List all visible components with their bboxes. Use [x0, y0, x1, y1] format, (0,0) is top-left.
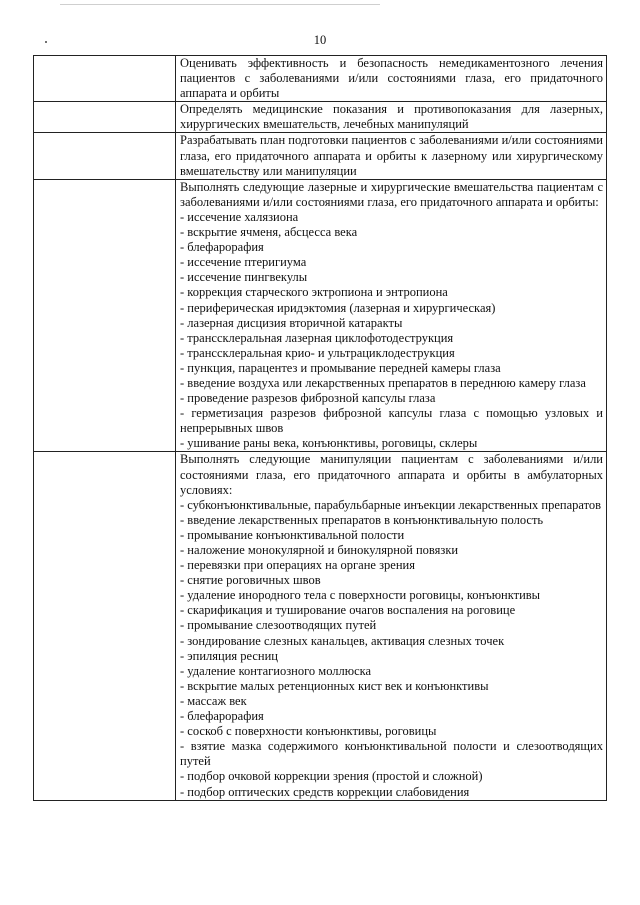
list-item: - транссклеральная лазерная циклофотодеструкция	[180, 330, 454, 345]
list-item: - проведение разрезов фиброзной капсулы глаза	[180, 391, 436, 406]
list-item: - перевязки при операциях на органе зрения	[180, 558, 415, 573]
list-item: - введение воздуха или лекарственных препаратов в переднюю камеру глаза	[180, 375, 586, 390]
list-item: - вскрытие малых ретенционных кист век и конъюнктивы	[180, 678, 489, 693]
list-item: - подбор оптических средств коррекции слабовидения	[180, 784, 470, 799]
requirement-text: Определять медицинские показания и противопоказания для лазерных, хирургических вмешательств, лечебных манипуляций	[180, 102, 603, 132]
requirement-cell	[176, 452, 607, 800]
list-item: - периферическая иридэктомия (лазерная и хирургическая)	[180, 300, 496, 315]
requirement-text: Оценивать эффективность и безопасность немедикаментозного лечения пациентов с заболеваниями и/или состояниями глаза, его придаточного аппарата и орбиты	[180, 56, 603, 101]
list-item: - герметизация разрезов фиброзной капсулы глаза с помощью узловых и непрерывных швов	[180, 406, 603, 436]
list-item: - промывание слезоотводящих путей	[180, 618, 377, 633]
list-item: - лазерная дисцизия вторичной катаракты	[180, 315, 403, 330]
list-item: - массаж век	[180, 693, 247, 708]
list-item: - иссечение халязиона	[180, 209, 299, 224]
requirement-text: Разрабатывать план подготовки пациентов с заболеваниями и/или состояниями глаза, его придаточного аппарата и орбиты к лазерному или хирургическому вмешательству или манипуляции	[180, 133, 603, 178]
table-row	[34, 179, 607, 452]
list-item: - зондирование слезных канальцев, активация слезных точек	[180, 633, 505, 648]
list-item: - иссечение птеригиума	[180, 255, 307, 270]
requirement-text: Выполнять следующие лазерные и хирургические вмешательства пациентам с заболеваниями и/или состояниями глаза, его придаточного аппарата и орбиты:	[180, 179, 603, 209]
requirement-cell	[176, 133, 607, 179]
list-item: - блефарорафия	[180, 709, 264, 724]
requirement-cell	[176, 56, 607, 102]
table-row	[34, 102, 607, 133]
list-item: - удаление инородного тела с поверхности роговицы, конъюнктивы	[180, 588, 541, 603]
table-row	[34, 56, 607, 102]
list-item: - взятие мазка содержимого конъюнктивальной полости и слезоотводящих путей	[180, 739, 603, 769]
empty-left-cell	[34, 133, 176, 179]
list-item: - ушивание раны века, конъюнктивы, роговицы, склеры	[180, 436, 478, 451]
requirement-cell	[176, 102, 607, 133]
empty-left-cell	[34, 452, 176, 800]
list-item: - удаление контагиозного моллюска	[180, 663, 372, 678]
requirement-cell	[176, 179, 607, 452]
page-number: 10	[313, 33, 327, 47]
scan-artifact-dot	[45, 41, 47, 43]
list-item: - пункция, парацентез и промывание передней камеры глаза	[180, 360, 501, 375]
list-item: - эпиляция ресниц	[180, 648, 278, 663]
list-item: - наложение монокулярной и бинокулярной повязки	[180, 543, 459, 557]
table-body	[34, 56, 607, 801]
list-item: - вскрытие ячменя, абсцесса века	[180, 225, 358, 240]
empty-left-cell	[34, 102, 176, 133]
scan-artifact-line	[60, 4, 380, 5]
list-item: - транссклеральная крио- и ультрациклодеструкция	[180, 345, 455, 360]
list-item: - иссечение пингвекулы	[180, 270, 308, 285]
empty-left-cell	[34, 179, 176, 452]
list-item: - субконъюнктивальные, парабульбарные инъекции лекарственных препаратов	[180, 497, 602, 512]
list-item: - подбор очковой коррекции зрения (простой и сложной)	[180, 769, 483, 784]
table-row	[34, 133, 607, 179]
list-item: - введение лекарственных препаратов в конъюнктивальную полость	[180, 512, 544, 527]
list-item: - блефарорафия	[180, 240, 264, 255]
list-item: - снятие роговичных швов	[180, 573, 321, 588]
empty-left-cell	[34, 56, 176, 102]
table-row	[34, 452, 607, 800]
list-item: - скарификация и туширование очагов воспаления на роговице	[180, 603, 516, 618]
requirements-table	[33, 55, 607, 801]
requirement-text: Выполнять следующие манипуляции пациентам с заболеваниями и/или состояниями глаза, его придаточного аппарата и орбиты в амбулаторных условиях:	[180, 452, 603, 497]
list-item: - соскоб с поверхности конъюнктивы, роговицы	[180, 724, 437, 739]
list-item: - промывание конъюнктивальной полости	[180, 527, 405, 542]
list-item: - коррекция старческого эктропиона и энтропиона	[180, 285, 448, 300]
